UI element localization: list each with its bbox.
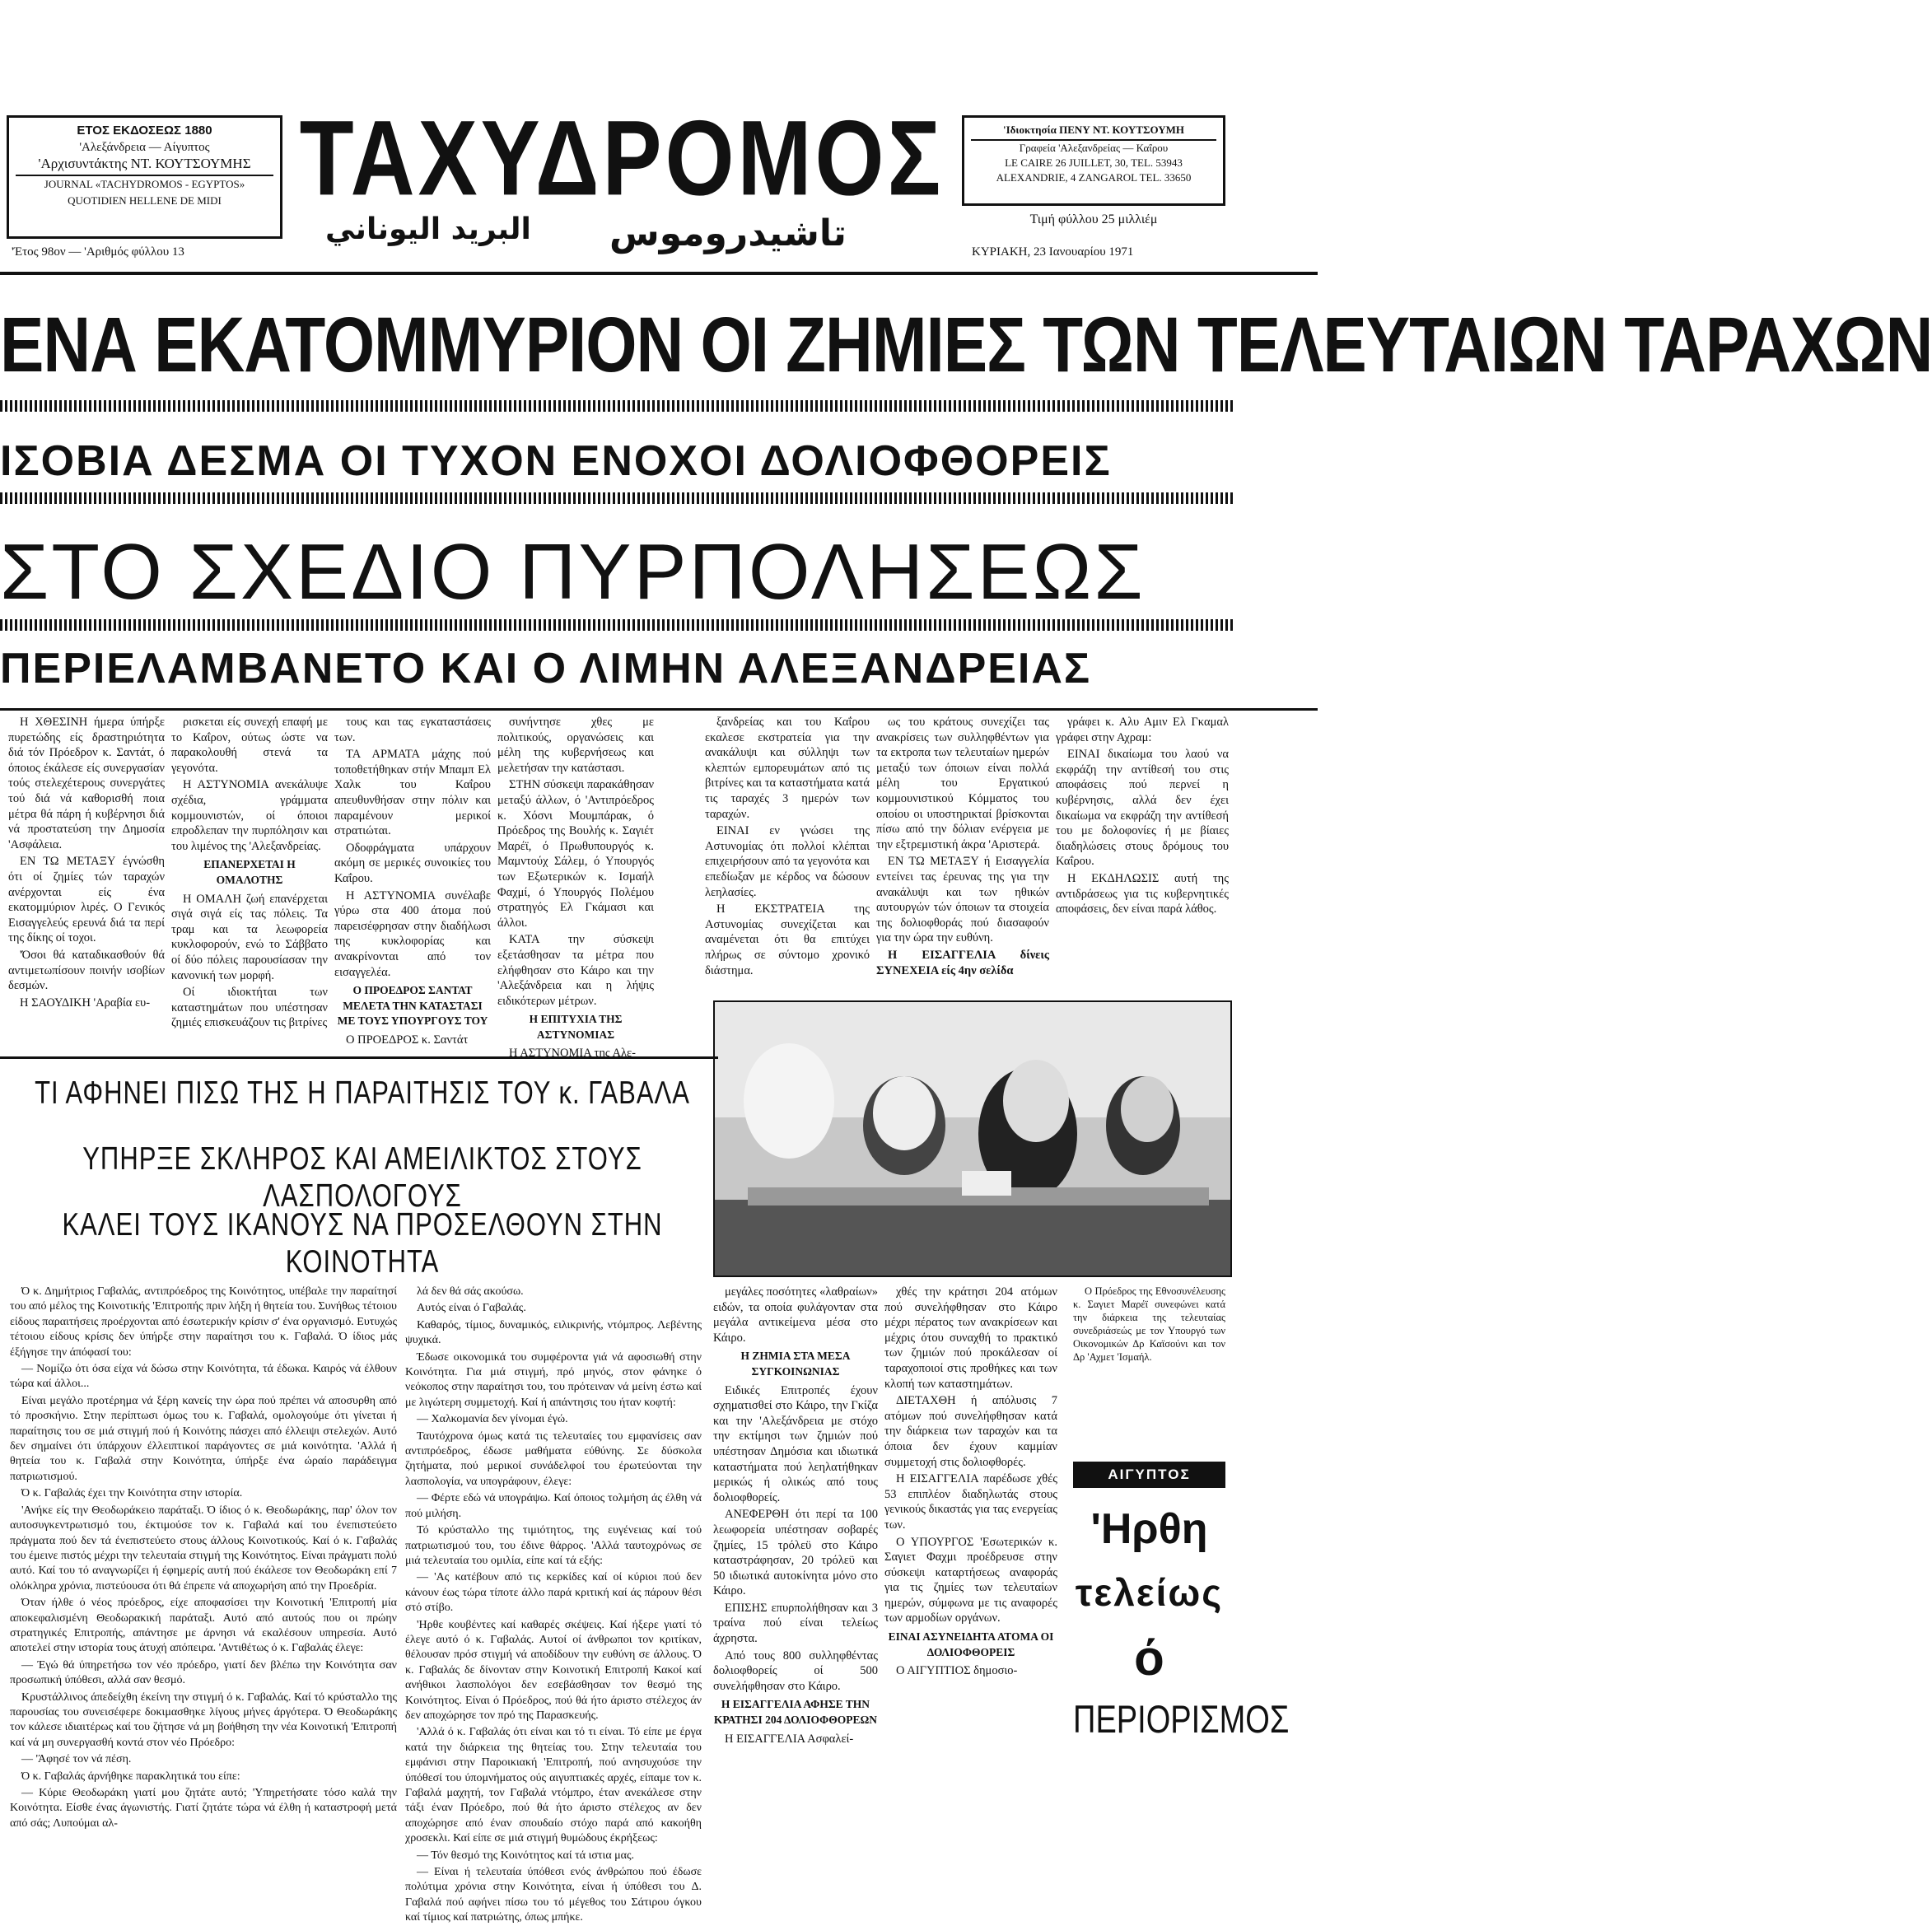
paragraph: μεγάλες ποσότητες «λαθραίων» ειδών, τα οποία φυλάγονταν στα μεγάλα αντικείμενα μέσα στο Κάιρο. <box>713 1285 878 1345</box>
paragraph: — Φέρτε εδώ νά υπογράψω. Καί όποιος τολμήση άς έλθη νά πού μιλήση. <box>405 1492 702 1520</box>
issue-price: Τιμή φύλλου 25 μιλλιέμ <box>1029 212 1158 226</box>
paragraph: Ο ΥΠΟΥΡΓΟΣ 'Εσωτερικών κ. Σαγιετ Φαχμι προέδρευσε στην σύσκεψι καταρτήσεως αναφοράς για τις ζημίες των τελευταίων ημερών, σύμφωνα με τις αναφορές των αρμοδίων οργάνων. <box>884 1535 1057 1625</box>
paragraph: — Κύριε Θεοδωράκη γιατί μου ζητάτε αυτό; 'Υπηρετήσατε τόσο καλά την Κοινότητα. Είσθε ένας άγωνιστής. Γιατί ζητάτε τώρα νά έλθη ή καταστροφή μετά από σάς; Λυπούμαι αλ- <box>10 1787 397 1830</box>
paragraph: Η ΕΙΣΑΓΓΕΛΙΑ Ασφαλεί- <box>725 1732 854 1746</box>
paragraph: Όταν ήλθε ό νέος πρόεδρος, είχε αποφασίσει την Κοινοτική 'Επιτροπή μία αποκεφαλισμένη Θεοδωρακική παράταξι. Αυτό από αυτούς που οι πρώην στρατηγικές Επιτροπής, απάντησε με άρνησι νά εκαλέσουν υπηρεσία. Αυτό αποτελεί στην ιστορία τους άτυχή απόπειρα. 'Αντιθέτως ό κ. Γαβαλάς έλεγε: <box>10 1597 397 1655</box>
sub-article-column-2 <box>405 1285 702 1924</box>
paragraph: Η ΕΙΣΑΓΓΕΛΙΑ παρέδωσε χθές 53 επιπλέον διαδηλωτάς στους γενικούς δικαστάς για τας ενεργείας των. <box>884 1472 1057 1532</box>
paragraph: ως του κράτους συνεχίζει τας ανακρίσεις των συλληφθέντων για τα εκτροπα των τελευταίων ημερών μεταξύ των όποιων είναι πολλά μέλη του Εργατικού κομμουνιστικού Κόμματος του οποίου οι υποστηρικταί βρίσκονται πίσω από την δόλιαν ενέργεια με την εξτρεμιστική άκρα 'Αριστερά. <box>876 716 1049 851</box>
arabic-title-right: تاشيدروموس <box>609 212 847 254</box>
issue-date: ΚΥΡΙΑΚΗ, 23 Ιανουαρίου 1971 <box>972 245 1134 259</box>
paragraph: Ταυτόχρονα όμως κατά τις τελευταίες του εμφανίσεις σαν αντιπρόεδρος, έδωσε μαθήματα εύθύνης. Σε δύσκολα ζητήματα, πού μερικοί συνάδελφοί του έρωτεύονται την λασπολογία, να υπογράφουν, έλεγε: <box>405 1429 702 1488</box>
paragraph: Η ΑΣΤΥΝΟΜΙΑ συνέλαβε γύρω στα 400 άτομα πού παρεισέφρησαν στην διαδήλωσι της κυκλοφορίας και ανακρίνονται από τον εισαγγελέα. <box>334 888 491 979</box>
paragraph: Είναι μεγάλο προτέρημα νά ξέρη κανείς την ώρα πού πρέπει νά αποσυρθη από τό προσκήνιο. Στην περίπτωσι όμως του κ. Γαβαλά, ομολογούμε ότι γίνεται ή παραίτησις του σε μιά στιγμή πού ή Κοινότης πάσχει από έλλειψι στελεχών. Αυτό δεν σημαίνει ότι ύπάρχουν έλλειπτικοί παράγοντες σε μιά κοινότητα. 'Αλλά ή θητεία του κ. Γαβαλά στην Κοινότητα, ύπήρξε ένα ώραίο παράδειγμα πατριωτισμού. <box>10 1394 397 1483</box>
news-photo <box>713 1000 1232 1277</box>
quotidien: QUOTIDIEN HELLENE DE MIDI <box>68 194 222 207</box>
paragraph: — Χαλκομανία δεν γίνομαι έγώ. <box>417 1413 568 1426</box>
paragraph: — 'Ας κατέβουν από τις κερκίδες καί οί κύριοι πού δεν κάνουν έως τώρα τίποτε άλλο παρά κριτική καί άς πάρουν θέσι στό στίβο. <box>405 1571 702 1615</box>
paragraph: Η ΣΑΟΥΔΙΚΗ 'Αραβία ευ- <box>20 996 151 1010</box>
article-column-7 <box>1056 715 1229 995</box>
offices: Γραφεία 'Αλεξανδρείας — Καΐρου <box>971 139 1216 156</box>
paragraph: Οδοφράγματα υπάρχουν ακόμη σε μερικές συνοικίες του Καΐρου. <box>334 841 491 885</box>
sub-article-head-2: ΥΠΗΡΞΕ ΣΚΛΗΡΟΣ ΚΑΙ ΑΜΕΙΛΙΚΤΟΣ ΣΤΟΥΣ ΛΑΣΠΟΛΟΓΟΥΣ <box>82 1140 642 1214</box>
paragraph: — Είναι ή τελευταία ύπόθεσι ενός άνθρώπου πού έδωσε πολύτιμα χρόνια στην Κοινότητα, είναι ή ύπόθεσι του Δ. Γαβαλά πού αφήνει πίσω του τό μέγεθος του Σάτιρου όγκου καί τίμιος καί πατριώτης, όπως μπήκε. <box>405 1866 702 1924</box>
arabic-title-left: البريد اليوناني <box>325 212 531 246</box>
article-column-5 <box>705 715 870 995</box>
newspaper-title: ΤΑΧΥΔΡΟΜΟΣ <box>299 97 945 217</box>
article-column-3 <box>334 715 491 1047</box>
paragraph: 'Ανήκε είς την Θεοδωράκειο παράταξι. Ό ίδιος ό κ. Θεοδωράκης, παρ' όλον τον αυτοσυγκεντρωτισμό του, έκτιμούσε τον κ. Γαβαλά καί του ένεπιστεύετο πράγματα πού δεν τά ένεπιστεύετο στους άλλους Κοινοτικούς. Καί ό κ. Γαβαλάς του έμεινε πιστός μέχρι την τελευταία στιγμή της Κοινότητος. Είναι πράγματι πολύ αυτό. Καί του τό αναγνωρίζει ή έφημερίς αυτή πού έκάλεσε τον Θεοδωράκη επί 7 ολόκληρα χρόνια, πιστεύουσα ότι θά έπρεπε νά αποχωρήση από την Προεδρία. <box>10 1504 397 1593</box>
alexandria-address: ALEXANDRIE, 4 ZANGAROL TEL. 33650 <box>996 171 1192 184</box>
hatch-divider <box>0 400 1235 412</box>
paragraph: Ό κ. Δημήτριος Γαβαλάς, αντιπρόεδρος της Κοινότητος, υπέβαλε την παραίτησί του από μέλος της Κοινοτικής 'Επιτροπής πριν λήξη ή θητεία του. Συνήθως τέτοιου είδους παραιτήσεις προέρχονται από έσωτερικήν κρίσιν σ' ένα οργανισμό. Ευτυχώς τέτοιου είδους κρίσις δεν ύπήρξε στην παραίτησι του κ. Γαβαλά. Ό ίδιος μάς έξήγησε την άπόφασί του: <box>10 1285 397 1359</box>
paragraph: Ό κ. Γαβαλάς έχει την Κοινότητα στην ιστορία. <box>21 1487 243 1500</box>
bottom-column-1 <box>713 1285 878 1868</box>
journal-name-latin: JOURNAL «TACHYDROMOS - EGYPTOS» <box>16 175 273 193</box>
paragraph: ξανδρείας και του Καΐρου εκαλεσε εκστρατεία για την ανακάλυψι και σύλληψι των κλεπτών εμπορευμάτων από τις βιτρίνες και τα καταστήματα κατά τις ταραχές 3 ημερών των ταραχών. <box>705 716 870 821</box>
hatch-divider <box>0 619 1235 631</box>
sidebar-word-1: 'Ηρθη <box>1090 1505 1208 1553</box>
paragraph: ΕΝ ΤΩ ΜΕΤΑΞΥ ή Εισαγγελία εντείνει τας έρευνας της για την ανακάλυψι και των ηθικών αυτουργών τών όποιων τα στοιχεία της δολιοφθοράς πού διασαφούν για την ώρα την ευθύνη. <box>876 855 1049 945</box>
paragraph: ΑΝΕΦΕΡΘΗ ότι περί τα 100 λεωφορεία υπέστησαν σοβαρές ζημίες, 15 τρόλεϋ στο Κάιρο καταστράφησαν, 20 τρόλεϋ και 50 ιδιωτικά αυτοκίνητα μόνο στο Κάιρο. <box>713 1508 878 1598</box>
article-column-6 <box>876 715 1049 995</box>
continued-note: Η ΕΙΣΑΓΓΕΛΙΑ δίνεις ΣΥΝΕΧΕΙΑ είς 4ην σελίδα <box>876 948 1049 977</box>
paragraph: λά δεν θά σάς ακούσω. <box>417 1285 524 1298</box>
paragraph: Οί ιδιοκτήται των καταστημάτων που υπέστησαν ζημιές επισκευάζουν τις βιτρίνες <box>171 986 328 1030</box>
paragraph: Αυτός είναι ό Γαβαλάς. <box>417 1302 526 1315</box>
paragraph: Από τους 800 συλληφθέντας δολιοφθορείς οί 500 συνελήφθησαν στο Κάιρο. <box>713 1649 878 1693</box>
headline-fourth: ΠΕΡΙΕΛΑΜΒΑΝΕΤΟ ΚΑΙ Ο ΛΙΜΗΝ ΑΛΕΞΑΝΔΡΕΙΑΣ <box>0 645 1092 693</box>
paragraph: Η ΕΚΔΗΛΩΣΙΣ αυτή της αντιδράσεως για τις κυβερνητικές αποφάσεις, δεν είναι παρά λάθος. <box>1056 871 1229 916</box>
sub-article-head-3: ΚΑΛΕΙ ΤΟΥΣ ΙΚΑΝΟΥΣ ΝΑ ΠΡΟΣΕΛΘΟΥΝ ΣΤΗΝ ΚΟΙΝΟΤΗΤΑ <box>62 1206 663 1280</box>
paragraph: ρισκεται είς συνεχή επαφή με το Καΐρον, ούτως ώστε να παρακολουθή στενά τα γεγονότα. <box>171 716 328 775</box>
founding-year: ΕΤΟΣ ΕΚΔΟΣΕΩΣ 1880 <box>77 124 212 138</box>
bottom-column-2 <box>884 1285 1057 1868</box>
paragraph: — Νομίζω ότι όσα είχα νά δώσω στην Κοινότητα, τά έδωκα. Καιρός νά έλθουν τώρα καί άλλοι... <box>10 1363 397 1391</box>
paragraph: γράφει κ. Αλυ Αμιν Ελ Γκαμαλ γράφει στην Αχραμ: <box>1056 716 1229 744</box>
editor-in-chief: 'Αρχισυντάκτης ΝΤ. ΚΟΥΤΣΟΥΜΗΣ <box>38 156 251 171</box>
sidebar-word-2: τελείως <box>1075 1571 1224 1614</box>
paragraph: συνήντησε χθες με πολιτικούς, οργανώσεις και μέλη της κυβερνήσεως και μελετήσαν την κατάστασι. <box>497 716 654 775</box>
paragraph: Ο ΠΡΟΕΔΡΟΣ κ. Σαντάτ <box>346 1033 469 1047</box>
paragraph: χθές την κράτησι 204 ατόμων πού συνελήφθησαν στο Κάιρο μέχρι πέρατος των ανακρίσεων και μέχρις ότου συναχθή το πρακτικό των ζημιών πού προκάλεσαν οί ταραχοποιοί στις προθήκες και των κλοπή των καταστημάτων. <box>884 1285 1057 1391</box>
article-column-4 <box>497 715 654 1061</box>
subheading: ΕΠΑΝΕΡΧΕΤΑΙ Η ΟΜΑΛΟΤΗΣ <box>203 858 296 886</box>
owner: 'Ιδιοκτησία ΠΕΝΥ ΝΤ. ΚΟΥΤΣΟΥΜΗ <box>1003 124 1184 136</box>
article-column-2 <box>171 715 328 1028</box>
subheading: Η ΕΙΣΑΓΓΕΛΙΑ ΑΦΗΣΕ ΤΗΝ ΚΡΑΤΗΣΙ 204 ΔΟΛΙΟΦΘΟΡΕΩΝ <box>713 1698 878 1727</box>
sub-article-column-1 <box>10 1285 397 1868</box>
paragraph: Η ΧΘΕΣΙΝΗ ήμερα ύπήρξε πυρετώδης είς δραστηριότητα διά τόν Πρόεδρον κ. Σαντάτ, ό όποιος έκάλεσε είς συνεργασίαν τούς στελεχέτερους συνεργάτες τού διά νά καθορισθή ποια μέτρα θά πάρη ή κυβέρνησι διά νά προστατεύση την Δημοσία 'Ασφάλεια. <box>8 716 165 851</box>
paragraph: Η ΕΚΣΤΡΑΤΕΙΑ της Αστυνομίας συνεχίζεται και αναμένεται ότι θα επιτύχει πλήρως σε σύντομο χρονικό διάστημα. <box>705 902 870 977</box>
paragraph: Ό κ. Γαβαλάς άρνήθηκε παρακλητικά του είπε: <box>21 1770 240 1783</box>
issue-meta: 'Έτος 98ον — 'Αριθμός φύλλου 13 <box>12 245 184 259</box>
egypt-sidebar <box>1073 1462 1290 1742</box>
paragraph: Έδωσε οικονομικά του συμφέροντα γιά νά αφοσιωθή στην Κοινότητα. Για μιά στιγμή, πρό μηνός, στον φάνηκε ό νεόκοπος στην παραίτησι του, του πρότειναν νά μείνη έστω καί με λιγώτερη συμμετοχή. Καί ή απάντησις του ήταν κοφτή: <box>405 1350 702 1409</box>
sub-article-head-1: ΤΙ ΑΦΗΝΕΙ ΠΙΣΩ ΤΗΣ Η ΠΑΡΑΙΤΗΣΙΣ ΤΟΥ κ. ΓΑΒΑΛΑ <box>35 1075 690 1111</box>
sub-article-frame <box>0 1050 718 1059</box>
article-column-1 <box>8 715 165 1028</box>
subheading: Η ΖΗΜΙΑ ΣΤΑ ΜΕΣΑ ΣΥΓΚΟΙΝΩΝΙΑΣ <box>740 1350 851 1378</box>
paragraph: Τό κρύσταλλο της τιμιότητος, της ευγένειας καί τού πατριωτισμού του, του έδινε θάρρος. 'Αλλά ταυτοχρόνως σε μιά τελευταία του ομιλία, είπε καί τά εξής: <box>405 1524 702 1567</box>
caption-text: Ο Πρόεδρος της Εθνοσυνέλευσης κ. Σαγιετ Μαρέϊ συνεφώνει κατά την διάρκεια της τελευταίας συνεδριάσεώς με τον Υπουργό των Οικονομικών Δρ Καϊσούνι και τον Δρ 'Αχμετ 'Ισμαήλ. <box>1073 1285 1225 1363</box>
paragraph: — Τόν θεσμό της Κοινότητος καί τά ιστια μας. <box>417 1849 635 1862</box>
paragraph: Κρυστάλλινος άπεδείχθη έκείνη την στιγμή ό κ. Γαβαλάς. Καί τό κρύσταλλο της παρουσίας του συνεισέφερε δοκιμασθηκε λίγους μήνες άργότερα. Ό Θεοδωράκης τον κάλεσε ιδιαιτέρως καί του ζήτησε νά μη βοήθηση την νέα Κοινοτική 'Επιτροπή καί νά μη συνεργασθή κοντά στον νέο Πρόεδρο: <box>10 1690 397 1749</box>
sidebar-word-4: ΠΕΡΙΟΡΙΣΜΟΣ <box>1073 1698 1290 1742</box>
headline-main: ΕΝΑ ΕΚΑΤΟΜΜΥΡΙΟΝ ΟΙ ΖΗΜΙΕΣ ΤΩΝ ΤΕΛΕΥΤΑΙΩΝ ΤΑΡΑΧΩΝ <box>0 301 1932 388</box>
paragraph: Η ΑΣΤΥΝΟΜΙΑ της Αλε- <box>509 1047 636 1061</box>
paragraph: ΣΤΗΝ σύσκεψι παρακάθησαν μεταξύ άλλων, ό 'Αντιπρόεδρος κ. Χόσνι Μουμπάρακ, ό Πρόεδρος της Βουλής κ. Σαγιέτ Μαρέϊ, ό Πρωθυπουργός κ. Μαμντούχ Σάλεμ, ό Υπουργός των Εξωτερικών κ. Ισμαήλ Φαχμί, ό Υπουργός Πολέμου στρατηγός Ελ Γκάμασι και άλλοι. <box>497 778 654 930</box>
paragraph: — Έγώ θά ύπηρετήσω τον νέο πρόεδρο, γιατί δεν βλέπω την Κοινότητα σαν προσωπική ύπόθεσι, αλλά σαν θεσμό. <box>10 1658 397 1687</box>
masthead-rule <box>0 272 1318 275</box>
paragraph: Η ΟΜΑΛΗ ζωή επανέρχεται σιγά σιγά είς τας πόλεις. Τα τραμ και τα λεωφορεία κυκλοφορούν, ενώ το Σάββατο οί δύο πόλεις παρουσίασαν την κανονική των μορφή. <box>171 892 328 982</box>
cairo-address: LE CAIRE 26 JUILLET, 30, TEL. 53943 <box>1005 156 1183 169</box>
masthead-right-box <box>962 115 1225 206</box>
paragraph: ΔΙΕΤΑΧΘΗ ή απόλυσις 7 ατόμων πού συνελήφθησαν κατά την διάρκεια των ταραχών και τα όποια δεν έχουν καμμίαν συμμετοχή στις δολιοφθορές. <box>884 1394 1057 1469</box>
location: 'Αλεξάνδρεια — Αίγυπτος <box>79 141 210 154</box>
paragraph: — 'Άφησέ τον νά πέση. <box>21 1753 132 1766</box>
headline-rule <box>0 708 1318 711</box>
paragraph: Ο ΑΙΓΥΠΤΙΟΣ δημοσιο- <box>896 1664 1018 1678</box>
paragraph: ΤΑ ΑΡΜΑΤΑ μάχης πού τοποθετήθηκαν στήν Μπαμπ Ελ Χαλκ του Καΐρου απευθυνθήσαν στην πόλιν και παραμένουν μερικοί στρατιώται. <box>334 748 491 838</box>
subheading: Η ΕΠΙΤΥΧΙΑ ΤΗΣ ΑΣΤΥΝΟΜΙΑΣ <box>529 1013 623 1041</box>
paragraph: ΕΝ ΤΩ ΜΕΤΑΞΥ έγνώσθη ότι οί ζημίες τών ταραχών ανέρχονται είς ένα εκατομμύριον λιρές. Ο Γενικός Εισαγγελεύς ερευνά διά τα περί της δίκης οί τοχοι. <box>8 855 165 945</box>
paragraph: Καθαρός, τίμιος, δυναμικός, ειλικρινής, ντόμπρος. Λεβέντης ψυχικά. <box>405 1318 702 1347</box>
masthead-left-box <box>7 115 282 239</box>
meeting-photo-icon <box>715 1002 1230 1275</box>
paragraph: ΚΑΤΑ την σύσκεψι εξετάσθησαν τα μέτρα που ελήφθησαν στο Κάιρο και την 'Αλεξάνδρεια και η λήψις ειδικότερων μέτρων. <box>497 933 654 1008</box>
headline-second: ΙΣΟΒΙΑ ΔΕΣΜΑ ΟΙ ΤΥΧΟΝ ΕΝΟΧΟΙ ΔΟΛΙΟΦΘΟΡΕΙΣ <box>0 437 1112 485</box>
section-badge: ΑΙΓΥΠΤΟΣ <box>1073 1462 1225 1488</box>
paragraph: Η ΑΣΤΥΝΟΜΙΑ ανεκάλυψε σχέδια, γράμματα κομμουνιστών, οί όποιοι επροδλεπαν την πυρπόλησιν και του λιμένος της 'Αλεξανδρείας. <box>171 778 328 853</box>
paragraph: 'Αλλά ό κ. Γαβαλάς ότι είναι και τό τι είναι. Τό είπε με έργα κατά την διάρκεια της θητείας του. Στην τελευταία του εμφάνισι στην Παροικιακή 'Επιτροπή, πού ανησυχούσε την ύπόθεσί του ύπομνήματος ούς αιγυπτιακές αρχές, είπαμε τον κ. Γαβαλά μαχητή, τον Γαβαλά ντόμπρο, έταν ανεκάλεσε στην τάξι έναν Πρόεδρο, πού θά ήτο άριστο στέλεχος αν δεν αποχώρησε από έναν σπουδαίο στόχο παρά από κακοήθη χροσεκλι. Καί είπε σε μιά στιγμή θυμώδους έκρήξεως: <box>405 1726 702 1845</box>
paragraph: ΕΠΙΣΗΣ επυρπολήθησαν και 3 τραίνα πού είναι τελείως άχρηστα. <box>713 1601 878 1646</box>
sidebar-word-3: ό <box>1134 1630 1164 1686</box>
hatch-divider <box>0 492 1235 504</box>
paragraph: Ειδικές Επιτροπές έχουν σχηματισθεί στο Κάιρο, την Γκίζα και την 'Αλεξάνδρεια με στόχο την εκτίμησι των ζημιών πού υπέστησαν Δημόσια και ιδιωτικά καταστήματα πού λεηλατήθηκαν μερικώς ή ολικώς από τους δολιοφθορείς. <box>713 1383 878 1504</box>
paragraph: 'Ηρθε κουβέντες καί καθαρές σκέψεις. Καί ήξερε γιατί τό έλεγε αυτό ό κ. Γαβαλάς. Αυτοί οί άνθρωποι τον κριτίκαν, θέλουσαν πρόσ στιγμή νά αποδίδουν την ευθύνη σε άλλους. Ό κ. Γαβαλάς δε δίνονταν στην Κοινοτική Επιτροπή Κακοί καί ανήθικοι λασπολόγοι δεν εσεβάσθησαν τον θεσμό της Κοινότητος. Είναι ό Πρόεδρος, πού θά ήτο άριστο στέλεχος άν δεν αποχώρησε τον πρό της Παρασκευής. <box>405 1618 702 1722</box>
paragraph: 'Όσοι θά καταδικασθούν θά αντιμετωπίσουν ποινήν ισοβίων δεσμών. <box>8 948 165 993</box>
paragraph: τους και τας εγκαταστάσεις των. <box>334 716 491 744</box>
paragraph: ΕΙΝΑΙ δικαίωμα του λαού να εκφράζη την αντίθεσή του στις αποφάσεις πού περνεί η κυβέρνησις, αλλά δεν έχει δικαίωμα να εκφράζη την αντίθεσή του με δολοφονίες ή με βίαιες διαδηλώσεις στους δρόμους του Καΐρου. <box>1056 748 1229 869</box>
subheading: ΕΙΝΑΙ ΑΣΥΝΕΙΔΗΤΑ ΑΤΟΜΑ ΟΙ ΔΟΛΙΟΦΘΟΡΕΙΣ <box>888 1630 1054 1658</box>
subheading: Ο ΠΡΟΕΔΡΟΣ ΣΑΝΤΑΤ ΜΕΛΕΤΑ ΤΗΝ ΚΑΤΑΣΤΑΣΙ ΜΕ ΤΟΥΣ ΥΠΟΥΡΓΟΥΣ ΤΟΥ <box>337 984 488 1028</box>
paragraph: ΕΙΝΑΙ εν γνώσει της Αστυνομίας ότι πολλοί κλέπται επιχειρήσουν από τα γεγονότα και επεδίωξαν με κέρδος να δώσουν λεηλασίες. <box>705 824 870 899</box>
photo-caption <box>1073 1285 1225 1416</box>
headline-third: ΣΤΟ ΣΧΕΔΙΟ ΠΥΡΠΟΛΗΣΕΩΣ <box>0 528 1146 616</box>
